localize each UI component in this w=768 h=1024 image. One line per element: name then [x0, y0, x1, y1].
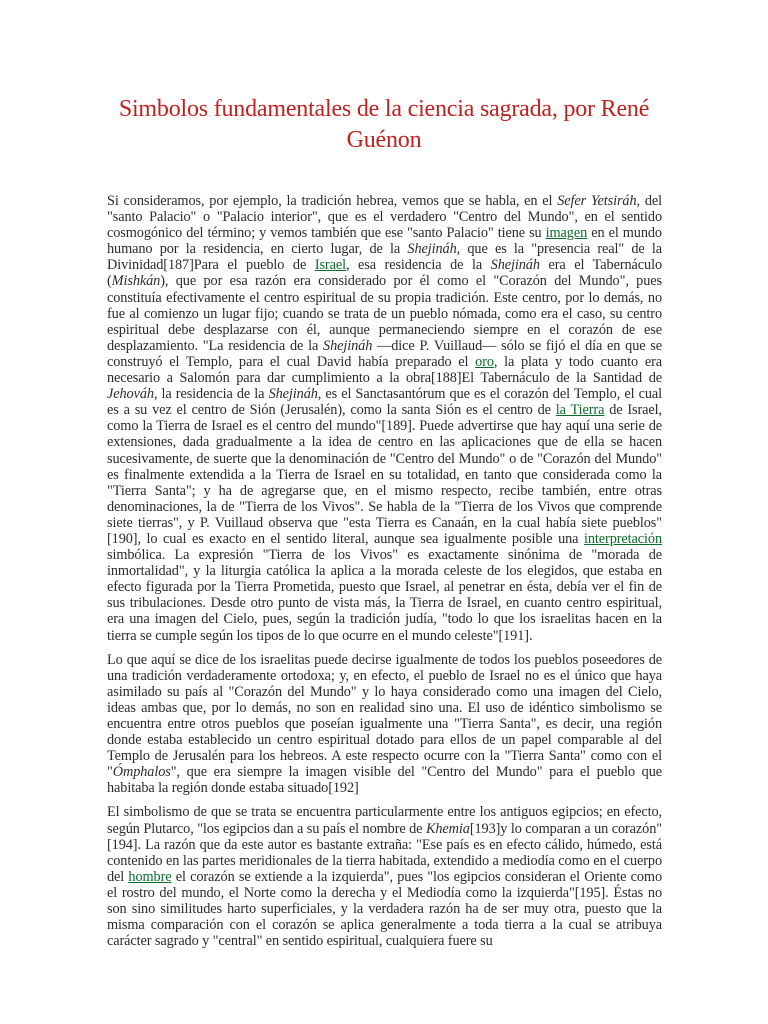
paragraph: [107, 652, 662, 797]
text-run: [193]y lo comparan a un corazón"[194]. La razón que da este autor es bastante extraña: "Ese país es en efecto cálido, húmedo, está contenido en las partes meridionales de la tierra habitada, extendido a mediodía como en el cuerpo del: [107, 820, 662, 885]
italic-term: Jehováh: [107, 386, 154, 403]
text-run: , esa residencia de la: [345, 257, 491, 274]
inline-link[interactable]: imagen: [545, 225, 588, 242]
inline-link[interactable]: la Tierra: [555, 402, 605, 419]
text-run: Si consideramos, por ejemplo, la tradición hebrea, vemos que se habla, en el: [107, 193, 558, 209]
paragraph: [107, 193, 662, 644]
text-run: en el mundo humano por la residencia, en cierto lugar, de la: [107, 225, 662, 258]
text-run: ", que era siempre la imagen visible del "Centro del Mundo" para el pueblo que habitaba la región donde estaba situado[192]: [107, 764, 662, 797]
italic-term: Mishkán: [111, 273, 161, 290]
text-run: , del "santo Palacio" o "Palacio interior", que es el verdadero "Centro del Mundo", en el sentido cosmogónico del término; y vemos también que ese "santo Palacio" tiene su: [107, 193, 662, 242]
text-run: , que es la "presencia real" de la Divinidad[187]Para el pueblo de: [107, 241, 662, 274]
text-run: , la residencia de la: [153, 386, 269, 403]
inline-link[interactable]: interpretación: [584, 530, 662, 547]
paragraph: [107, 804, 662, 949]
text-run: , es el Sanctasantórum que es el corazón del Templo, el cual es a su vez el centro de Sión (Jerusalén), como la santa Sión es el centro de: [107, 386, 662, 419]
text-run: , la plata y todo cuanto era necesario a Salomón para dar cumplimiento a la obra[188]El Tabernáculo de la Santidad de: [107, 353, 662, 387]
page-title: Simbolos fundamentales de la ciencia sagrada, por René Guénon: [118, 96, 650, 153]
italic-term: Shejináh: [407, 241, 457, 258]
text-run: El simbolismo de que se trata se encuentra particularmente entre los antiguos egipcios; en efecto, según Plutarco, "los egipcios dan a su país el nombre de: [107, 804, 662, 837]
italic-term: Ómphalos: [112, 764, 171, 781]
inline-link[interactable]: Israel: [314, 257, 346, 274]
text-run: —dice P. Vuillaud— sólo se fijó el día en que se construyó el Templo, para el cual David había preparado el: [107, 337, 663, 370]
italic-term: Shejináh: [323, 337, 373, 354]
italic-term: Shejináh: [490, 257, 540, 274]
document-body: [107, 193, 662, 957]
text-run: simbólica. La expresión "Tierra de los Vivos" es exactamente sinónima de "morada de inmortalidad", y la liturgia católica la aplica a la morada celeste de los elegidos, que estaba en efecto figurada por la Tierra Prometida, puesto que Israel, al penetrar en ésta, debía ver el fin de sus tribulaciones. Desde otro punto de vista más, la Tierra de Israel, en cuanto centro espiritual, era una imagen del Cielo, pues, según la tradición judía, "todo lo que los israelitas hacen en la tierra se cumple según los tipos de lo que ocurre en el mundo celeste"[191].: [107, 547, 662, 644]
text-run: ), que por esa razón era considerado por él como el "Corazón del Mundo", pues constituía efectivamente el centro espiritual de su propia tradición. Este centro, por lo demás, no fue al comienzo un lugar fijo; cuando se trata de un pueblo nómada, como era el caso, su centro espiritual debe desplazarse con él, aunque permaneciendo siempre en el corazón de ese desplazamiento. "La residencia de la: [107, 273, 662, 354]
text-run: era el Tabernáculo (: [107, 257, 663, 290]
inline-link[interactable]: hombre: [128, 868, 172, 885]
italic-term: Shejináh: [268, 386, 318, 403]
text-run: de Israel, como la Tierra de Israel es el centro del mundo"[189]. Puede advertirse que hay aquí una serie de extensiones, dada gradualmente a la idea de centro en las aplicaciones que de ella se hacen sucesivamente, de suerte que la denominación de "Centro del Mundo" o de "Corazón del Mundo" es finalmente extendida a la Tierra de Israel en su totalidad, en tanto que considerada como la "Tierra Santa"; y ha de agregarse que, en el mismo respecto, recibe también, entre otras denominaciones, la de "Tierra de los Vivos". Se habla de la "Tierra de los Vivos que comprende siete tierras", y P. Vuillaud observa que "esta Tierra es Canaán, en la cual había siete pueblos"[190], lo cual es exacto en el sentido literal, aunque sea igualmente posible una: [107, 402, 662, 547]
italic-term: Khemia: [425, 820, 470, 837]
text-run: el corazón se extiende a la izquierda", pues "los egipcios consideran el Oriente como el rostro del mundo, el Norte como la derecha y el Mediodía como la izquierda"[195]. Éstas no son sino similitudes harto superficiales, y la verdadera razón ha de ser muy otra, puesto que la misma comparación con el corazón se aplica generalmente a toda tierra a la cual se atribuya carácter sagrado y "central" en sentido espiritual, cualquiera fuere su: [107, 868, 662, 950]
italic-term: Sefer Yetsiráh: [557, 193, 637, 209]
inline-link[interactable]: oro: [475, 353, 494, 370]
text-run: Lo que aquí se dice de los israelitas puede decirse igualmente de todos los pueblos poseedores de una tradición verdaderamente ortodoxa; y, en efecto, el pueblo de Israel no es el único que haya asimilado su país al "Corazón del Mundo" y lo haya considerado como una imagen del Cielo, ideas ambas que, por lo demás, no son en realidad sino una. El uso de idéntico simbolismo se encuentra entre otros pueblos que poseían igualmente una "Tierra Santa", es decir, una región donde estaba establecido un centro espiritual dotado para ellos de un papel comparable al del Templo de Jerusalén para los hebreos. A este respecto ocurre con la "Tierra Santa" como con el ": [107, 651, 662, 781]
